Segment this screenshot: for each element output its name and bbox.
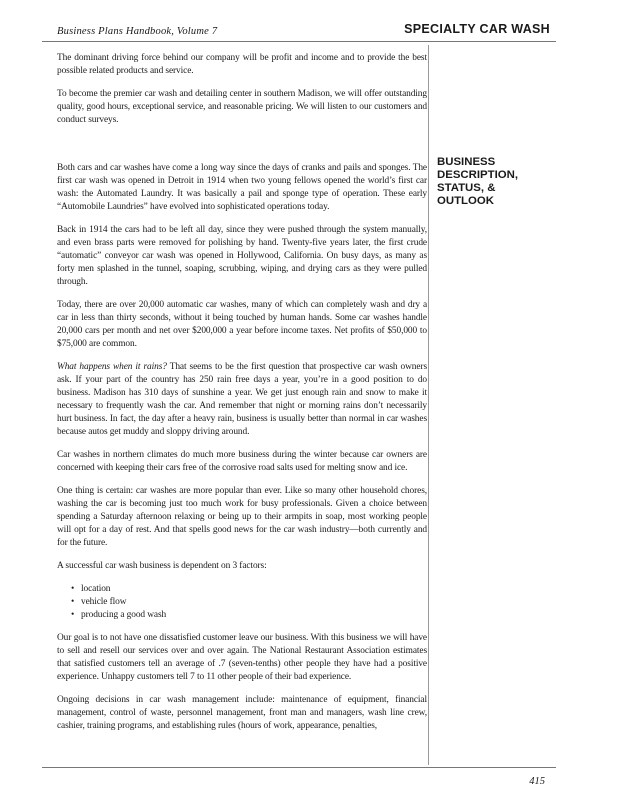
body-paragraph: A successful car wash business is dependent on 3 factors:	[57, 561, 267, 571]
rain-paragraph	[57, 361, 427, 439]
rain-question: What happens when it rains?	[57, 362, 167, 372]
page-header	[0, 0, 617, 44]
main-column	[57, 52, 427, 743]
list-item: • location	[71, 583, 427, 596]
intro-paragraph: To become the premier car wash and detailing center in southern Madison, we will offer outstanding quality, good hours, exceptional service, and reasonable pricing. We will listen to our customers and conduct surveys.	[57, 89, 427, 125]
sidebar-heading-line: OUTLOOK	[437, 195, 494, 207]
page-number: 415	[529, 776, 545, 787]
body-paragraph: Both cars and car washes have come a long way since the days of cranks and pails and sponges. The first car wash was opened in Detroit in 1914 when two young fellows opened the world’s first car wash: the Automated Laundry. It was basically a pail and sponge type of operation. These early “Automobile Laundries” have evolved into sophisticated operations today.	[57, 163, 427, 212]
body-paragraph: Car washes in northern climates do much more business during the winter because car owners are concerned with keeping their cars free of the corrosive road salts used for melting snow and ice.	[57, 450, 427, 473]
column-divider	[428, 45, 429, 765]
body-paragraph: Back in 1914 the cars had to be left all day, since they were pushed through the system manually, and even brass parts were removed for polishing by hand. Twenty-five years later, the first crude “automatic” conveyor car wash was opened in Hollywood, California. On busy days, as many as forty men splashed in the tunnel, soaping, scrubbing, wiping, and drying cars as they were pulled through.	[57, 225, 427, 287]
body-paragraph: Ongoing decisions in car wash management include: maintenance of equipment, financial management, control of waste, personnel management, front man and managers, wash line crew, cashier, training programs, and establishing rules (hours of work, appearance, penalties,	[57, 695, 427, 731]
header-rule	[42, 41, 556, 42]
spacer	[57, 137, 427, 162]
body-paragraph: One thing is certain: car washes are more popular than ever. Like so many other household chores, washing the car is becoming just too much work for busy professionals. Given a choice between spending a Saturday afternoon relaxing or being up to their armpits in soap, most working people will opt for a day of rest. And that spells good news for the car wash industry—both currently and for the future.	[57, 486, 427, 548]
body-paragraph: Our goal is to not have one dissatisfied customer leave our business. With this business we will have to sell and resell our services over and over again. The National Restaurant Association estimates that satisfied customers tell an average of .7 (seven-tenths) other people they have had a positive experience. Unhappy customers tell 7 to 11 other people of their bad experience.	[57, 633, 427, 682]
list-item: • producing a good wash	[71, 609, 427, 622]
sidebar-heading-line: STATUS, &	[437, 182, 496, 194]
body-paragraph: Today, there are over 20,000 automatic car washes, many of which can completely wash and dry a car in less than thirty seconds, without it being touched by human hands. Some car washes handle 20,000 cars per month and net over $200,000 a year before income taxes. Net profits of $50,000 to $75,000 are common.	[57, 300, 427, 349]
section-title: SPECIALTY CAR WASH	[404, 22, 550, 36]
running-head: Business Plans Handbook, Volume 7	[57, 26, 218, 37]
intro-paragraph: The dominant driving force behind our company will be profit and income and to provide the best possible related products and service.	[57, 53, 427, 76]
sidebar-heading	[437, 156, 547, 208]
rain-text: That seems to be the first question that prospective car wash owners ask. If your part of the country has 250 rain free days a year, you’re in a good position to do business. Madison has 310 days of sunshine a year. We get just enough rain and snow to make it necessary to frequently wash the car. And remember that night or morning rains don’t necessarily hurt business. In fact, the day after a heavy rain, business is usually better than normal in car washes because autos get muddy and sloppy driving around.	[57, 362, 427, 437]
sidebar-heading-line: DESCRIPTION,	[437, 169, 519, 181]
list-item: • vehicle flow	[71, 596, 427, 609]
footer-rule	[42, 767, 556, 768]
sidebar-heading-line: BUSINESS	[437, 156, 496, 168]
factors-list	[57, 583, 427, 622]
